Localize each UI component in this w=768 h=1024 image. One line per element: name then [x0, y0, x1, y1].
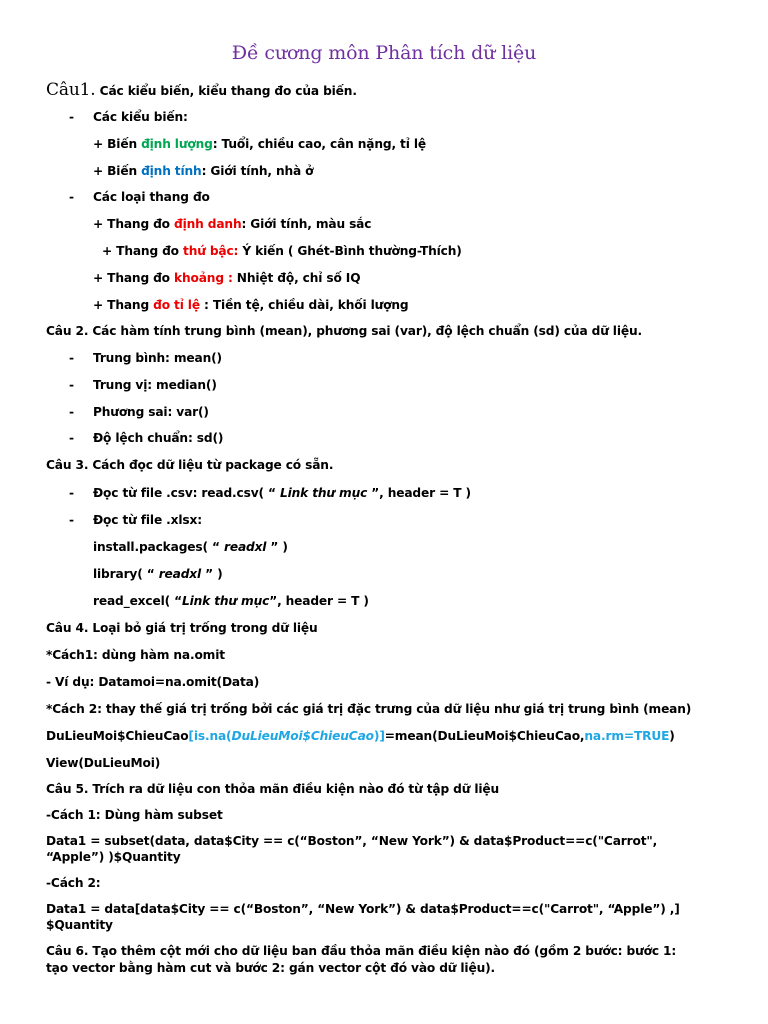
cau6-line1: Câu 6. Tạo thêm cột mới cho dữ liệu ban đầu thỏa mãn điều kiện nào đó (gồm 2 bước: bước 1:: [46, 944, 677, 958]
cau1-dinh-tinh: [93, 164, 313, 178]
text: + Thang đo: [102, 244, 184, 258]
cau5-code1-line1: Data1 = subset(data, data$City == c(“Boston”, “New York”) & data$Product==c("Carrot",: [46, 834, 658, 848]
bullet-dash: -: [69, 190, 74, 204]
cau3-install: [93, 540, 288, 554]
bullet-dash: -: [69, 378, 74, 392]
cau4-code: [46, 729, 675, 743]
highlight-red: thứ bậc:: [183, 244, 239, 258]
text: + Thang đo: [93, 217, 175, 231]
text: + Thang đo: [93, 271, 175, 285]
cau2-item-mean: Trung bình: mean(): [93, 351, 222, 365]
highlight-red: khoảng :: [174, 271, 233, 285]
italic-text: Link thư mục: [279, 486, 368, 500]
cau1-dinh-danh: [93, 217, 371, 231]
bullet-dash: -: [69, 513, 74, 527]
cau5-code2-line1: Data1 = data[data$City == c(“Boston”, “New York”) & data$Product==c("Carrot", “Apple”) ,]: [46, 902, 680, 916]
text: : Tuổi, chiều cao, cân nặng, tỉ lệ: [212, 137, 426, 151]
cau1-dinh-luong: [93, 137, 426, 151]
cau1-bullet-kieu-bien: Các kiểu biến:: [93, 110, 188, 124]
text: install.packages( “: [93, 540, 224, 554]
cau4-cach2: *Cách 2: thay thế giá trị trống bởi các giá trị đặc trưng của dữ liệu như giá trị trung bình (mean): [46, 702, 692, 716]
bullet-dash: -: [69, 351, 74, 365]
bullet-dash: -: [69, 110, 74, 124]
highlight-red: định danh: [174, 217, 242, 231]
code-highlight: na.rm=TRUE: [584, 729, 670, 743]
highlight-green: định lượng: [141, 137, 213, 151]
page-title: Đề cương môn Phân tích dữ liệu: [231, 42, 537, 64]
cau3-xlsx: Đọc từ file .xlsx:: [93, 513, 202, 527]
text: ” ): [266, 540, 288, 554]
code-text: =mean(DuLieuMoi$ChieuCao,: [384, 729, 585, 743]
text: ”, header = T ): [269, 594, 369, 608]
cau1-ti-le: [93, 298, 409, 312]
cau2-item-var: Phương sai: var(): [93, 405, 209, 419]
cau6-line2: tạo vector bằng hàm cut và bước 2: gán vector cột đó vào dữ liệu).: [46, 961, 495, 975]
cau5-code2-line2: $Quantity: [46, 918, 113, 932]
italic-text: readxl: [223, 540, 267, 554]
highlight-blue: định tính: [141, 164, 202, 178]
cau5-heading: Câu 5. Trích ra dữ liệu con thỏa mãn điều kiện nào đó từ tập dữ liệu: [46, 782, 500, 796]
text: ” ): [201, 567, 223, 581]
text: Ý kiến ( Ghét-Bình thường-Thích): [238, 244, 462, 258]
code-highlight-italic: DuLieuMoi$ChieuCao: [231, 729, 374, 743]
text: : Giới tính, nhà ở: [201, 164, 314, 178]
cau3-read-excel: [93, 594, 369, 608]
text: : Giới tính, màu sắc: [241, 217, 372, 231]
cau2-item-median: Trung vị: median(): [93, 378, 217, 392]
cau3-heading: Câu 3. Cách đọc dữ liệu từ package có sẵn.: [46, 458, 334, 472]
cau1-heading: [46, 80, 357, 100]
code-highlight: )]: [373, 729, 385, 743]
text: library( “: [93, 567, 159, 581]
text: + Biến: [93, 137, 142, 151]
text: + Biến: [93, 164, 142, 178]
bullet-dash: -: [69, 405, 74, 419]
cau1-label: Câu1.: [46, 80, 96, 100]
text: Đọc từ file .csv: read.csv( “: [93, 486, 280, 500]
cau1-thu-bac: [102, 244, 462, 258]
text: Nhiệt độ, chỉ số IQ: [232, 271, 361, 285]
text: + Thang: [93, 298, 154, 312]
cau2-item-sd: Độ lệch chuẩn: sd(): [93, 431, 224, 445]
cau4-example: - Ví dụ: Datamoi=na.omit(Data): [46, 675, 260, 689]
cau4-heading: Câu 4. Loại bỏ giá trị trống trong dữ liệu: [46, 621, 318, 635]
bullet-dash: -: [69, 486, 74, 500]
code-highlight: [is.na(: [188, 729, 232, 743]
cau5-cach1: -Cách 1: Dùng hàm subset: [46, 808, 223, 822]
code-text: ): [669, 729, 675, 743]
bullet-dash: -: [69, 431, 74, 445]
cau5-code1-line2: “Apple”) )$Quantity: [46, 850, 181, 864]
cau4-view: View(DuLieuMoi): [46, 756, 161, 770]
cau3-library: [93, 567, 223, 581]
highlight-red: đo tỉ lệ: [153, 298, 200, 312]
cau5-cach2: -Cách 2:: [46, 876, 101, 890]
text: read_excel( “: [93, 594, 182, 608]
code-text: DuLieuMoi$ChieuCao: [46, 729, 189, 743]
cau1-bullet-thang-do: Các loại thang đo: [93, 190, 210, 204]
italic-text: readxl: [158, 567, 202, 581]
cau3-csv: [93, 486, 471, 500]
cau2-heading: Câu 2. Các hàm tính trung bình (mean), phương sai (var), độ lệch chuẩn (sd) của dữ liệu.: [46, 324, 642, 338]
italic-text: Link thư mục: [182, 594, 270, 608]
cau1-khoang: [93, 271, 360, 285]
cau1-heading-text: Các kiểu biến, kiểu thang đo của biến.: [95, 84, 357, 98]
text: ”, header = T ): [367, 486, 471, 500]
cau4-cach1: *Cách1: dùng hàm na.omit: [46, 648, 225, 662]
text: : Tiền tệ, chiều dài, khối lượng: [199, 298, 409, 312]
